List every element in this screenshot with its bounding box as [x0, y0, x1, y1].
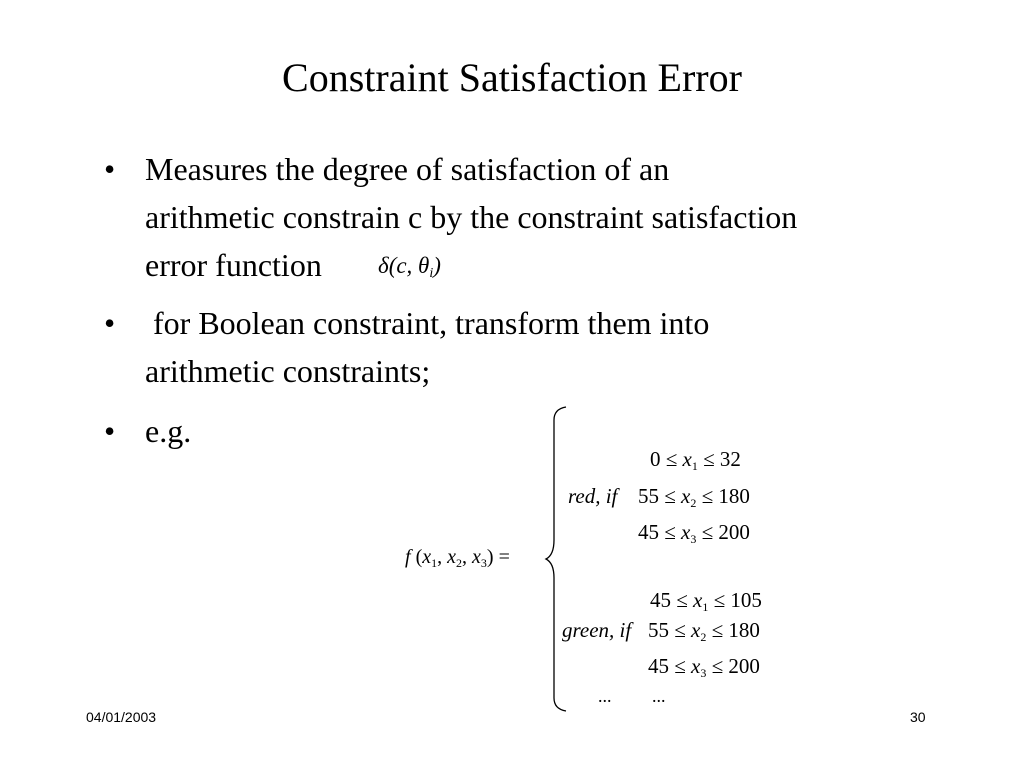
case-row: $55 \le x_2 \le 180$ — [648, 618, 760, 644]
footer-date: 04/01/2003 — [86, 709, 157, 725]
bullet-2-line-1: for Boolean constraint, transform them into — [145, 305, 710, 341]
bullet-marker: • — [104, 305, 116, 341]
case-row: $45 \le x_1 \le 105$ — [650, 588, 762, 614]
ellipsis-right: ... — [652, 686, 666, 706]
formula-subscript: i — [429, 266, 434, 281]
case-row: $0 \le x_1 \le 32$ — [650, 447, 741, 473]
formula-prefix: δ(c, θ — [378, 253, 430, 278]
bullet-marker: • — [104, 151, 116, 187]
case-row: $55 \le x_2 \le 180$ — [638, 484, 750, 510]
bullet-1-line-1: Measures the degree of satisfaction of an — [145, 151, 670, 187]
ellipsis-left: ... — [598, 686, 612, 706]
formula-suffix: ) — [433, 253, 441, 278]
slide-title: Constraint Satisfaction Error — [282, 55, 742, 100]
case-row: $45 \le x_3 \le 200$ — [648, 654, 760, 680]
function-lhs: f ($x_1$, $x_2$, $x_3$) = — [405, 546, 510, 570]
footer-page-number: 30 — [910, 709, 926, 725]
case-condition-green: green, if — [562, 618, 632, 642]
bullet-1-line-2: arithmetic constrain c by the constraint satisfaction — [145, 199, 798, 235]
bullet-1-line-3: error function — [145, 247, 322, 283]
bullet-3-line-1: e.g. — [145, 413, 192, 449]
bullet-marker: • — [104, 413, 116, 449]
case-row: $45 \le x_3 \le 200$ — [638, 520, 750, 546]
bullet-2-line-2: arithmetic constraints; — [145, 353, 431, 389]
case-condition-red: red, if — [568, 484, 618, 508]
